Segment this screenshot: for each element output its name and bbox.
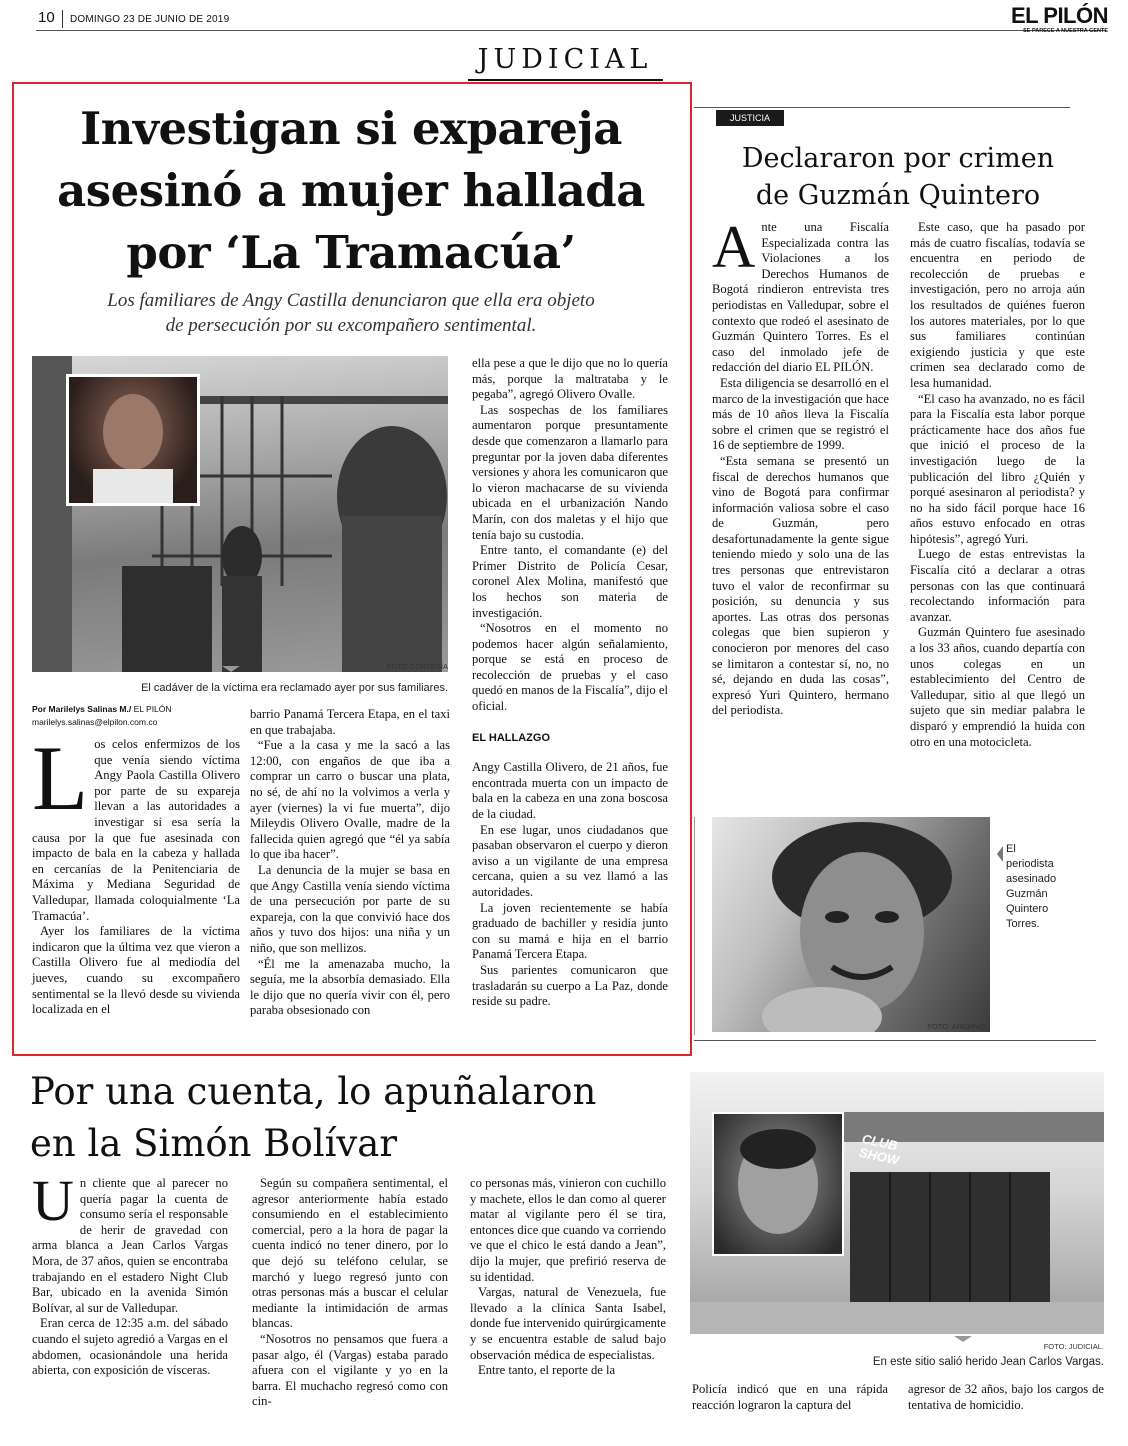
paragraph: Ayer los familiares de la víctima indicaron que la última vez que vieron a Castilla Olivero fue al mediodía del jueves, cuando su excompañero sentimental se la llevó desde su vivienda localizada en el xyxy=(32,924,240,1017)
newspaper-logo: EL PILÓN xyxy=(1010,3,1108,28)
bottom-headline-line: en la Simón Bolívar xyxy=(30,1122,398,1165)
portrait-illustration xyxy=(712,817,990,1032)
paragraph: agresor de 32 años, bajo los cargos de tentativa de homicidio. xyxy=(908,1382,1104,1412)
side-photo-credit: FOTO: ARCHIVO. xyxy=(927,1022,988,1031)
bottom-column-2 xyxy=(252,1176,448,1410)
paragraph: “Esta semana se presentó un fiscal de derechos humanos que vino de Bogotá para confirmar información valiosa sobre el caso de Guzmán, pero desafortunadamente la gente sigue teniendo miedo y solo una de las tres personas que entrevistaron tuvo el valor de reconfirmar su posición, su denuncia y sus aportes. Las otras dos personas colegas que bien supieron y conocieron por menores del caso se limitaron a contestar sí, no, no sé, dejando en duda las cosas”, expresó Yuri Quintero, hermano del periodista. xyxy=(712,453,889,718)
subtitle-line: Los familiares de Angy Castilla denunciaron que ella era objeto xyxy=(107,290,595,311)
main-column-2 xyxy=(250,707,450,1019)
newspaper-slogan: SE PARECE A NUESTRA GENTE xyxy=(1023,28,1108,34)
main-headline-line: por ‘La Tramacúa’ xyxy=(126,226,576,279)
side-top-rule xyxy=(694,107,1070,108)
nightclub-photo xyxy=(690,1072,1104,1334)
paragraph: barrio Panamá Tercera Etapa, en el taxi en que trabajaba. xyxy=(250,707,450,737)
victim-portrait xyxy=(66,374,200,506)
paragraph: Las sospechas de los familiares aumentaron porque presuntamente desde que comenzaron a llamarlo para preguntar por la joven daba diferentes versiones y ahora les comunicaron que lo vieron machacarse de su vivienda ubicada en el urbanización Nando Marín, con dos maletas y el hijo que tenía bajo su custodia. xyxy=(472,402,668,542)
paragraph: Luego de estas entrevistas la Fiscalía citó a declarar a otras personas con las que continuará recolectando información para avanzar. xyxy=(910,547,1085,624)
section-rule xyxy=(468,79,663,81)
byline-email[interactable]: marilelys.salinas@elpilon.com.co xyxy=(32,717,158,727)
paragraph: Esta diligencia se desarrolló en el marco de la investigación que hace más de 10 años lleva la Fiscalía sobre el crimen que se registró el 16 de septiembre de 1999. xyxy=(712,375,889,453)
victim-inset-photo xyxy=(712,1112,844,1256)
main-headline xyxy=(20,98,682,284)
bottom-column-1 xyxy=(32,1168,228,1379)
paragraph: Entre tanto, el reporte de la xyxy=(478,1363,616,1378)
paragraph: ella pese a que le dijo que no lo quería más, porque la maltrataba y le pegaba”, agregó Olivero Ovalle. xyxy=(472,356,668,402)
side-headline-line: Declararon por crimen xyxy=(741,143,1055,174)
paragraph: Entre tanto, el comandante (e) del Primer Distrito de Policía Cesar, coronel Alex Molina, manifestó que los hechos son materia de investigación. xyxy=(472,543,668,620)
paragraph: “Fue a la casa y me la sacó a las 12:00, con engaños de que iba a comprar un carro o buscar una plata, no sé, de ahí no la volvimos a verla y ayer (viernes) la vi fue muerta”, dijo Mileydis Olivero Ovalle, madre de la fallecida quien agregó que “él ya sabía lo que iba hacer”. xyxy=(250,738,450,862)
bottom-column-4 xyxy=(692,1382,888,1413)
byline xyxy=(32,704,172,714)
side-bottom-rule xyxy=(694,1040,1096,1041)
club-sign: CLUB SHOW xyxy=(857,1131,901,1168)
bottom-photo-caption: En este sitio salió herido Jean Carlos Vargas. xyxy=(872,1356,1104,1368)
paragraph: Eran cerca de 12:35 a.m. del sábado cuando el sujeto agredió a Vargas en el abdomen, ocasionándole una herida abierta, con exposición de vísceras. xyxy=(32,1316,228,1378)
header-divider xyxy=(62,10,63,28)
paragraph: Según su compañera sentimental, el agresor anteriormente había estado consumiendo en el establecimiento comercial, pero a la hora de pagar la cuenta indicó no tener dinero, por lo que dejó su teléfono celular, se marchó y luego regresó junto con otras personas más a buscar el celular mediante la intimidación de armas blancas. xyxy=(252,1176,448,1331)
subtitle-line: de persecución por su excompañero sentimental. xyxy=(165,315,537,336)
paragraph: “Nosotros en el momento no podemos hacer algún señalamiento, porque se está en proceso de recolección de pruebas y el caso quedó en manos de la Fiscalía”, dijo el oficial. xyxy=(472,621,668,714)
paragraph: “Él me la amenazaba mucho, la seguía, me la absorbía demasiado. Ella le dijo que no quería vivir con él, pero paraba obsesionado con xyxy=(250,956,450,1018)
main-column-1 xyxy=(32,727,240,1018)
paragraph: En ese lugar, unos ciudadanos que pasaban observaron el cuerpo y dieron aviso a un vigilante de una empresa cercana, quien a su vez llamó a las autoridades. xyxy=(472,822,668,899)
paragraph: nte una Fiscalía Especializada contra las Violaciones a los Derechos Humanos de Bogotá rindieron entrevista tres periodistas en Valledupar, sobre el contexto que rodeó el asesinato de Guzmán Quintero Torres. Es el caso del inmolado jefe de redacción del diario EL PILÓN. xyxy=(712,220,889,375)
paragraph: Este caso, que ha pasado por más de cuatro fiscalías, todavía se encuentra en periodo de recolección de pruebas e investigación, pero no arroja aún los resultados de quiénes fueron los autores materiales, por lo que sus familiares continúan exigiendo justicia y que este crimen sea declarado como de lesa humanidad. xyxy=(910,220,1085,390)
dropcap: L xyxy=(32,727,89,829)
paragraph: Policía indicó que en una rápida reacción lograron la captura del xyxy=(692,1382,888,1412)
main-photo xyxy=(32,356,448,672)
bottom-column-5 xyxy=(908,1382,1104,1413)
side-photo-border xyxy=(694,817,695,1035)
subhead-hallazgo: EL HALLAZGO xyxy=(472,731,551,744)
caption-pointer xyxy=(222,666,240,672)
paragraph: os celos enfermizos de los que venía siendo víctima Angy Paola Castilla Olivero por parte de su expareja llevan a las autoridades a investigar si esa sería la causa por la que fue asesinada con impacto de bala en la cabeza y hallada en cercanías de la Penitenciaria de Máxima y Mediana Seguridad de Valledupar, llamada coloquialmente ‘La Tramacúa’. xyxy=(32,737,240,923)
byline-org: EL PILÓN xyxy=(131,704,172,714)
side-column-1 xyxy=(712,214,889,719)
journalist-photo xyxy=(712,817,990,1032)
side-headline-line: de Guzmán Quintero xyxy=(755,180,1041,211)
main-photo-credit: FOTO CORTESÍA xyxy=(387,662,448,671)
paragraph: co personas más, vinieron con cuchillo y machete, ellos le dan como al querer matar al vigilante pero él se tira, entonces dice que cuando va corriendo ve que el chico le está dando a Jean”, dijo la mujer, que prefirió reserva de su identidad. xyxy=(470,1176,666,1284)
side-headline xyxy=(700,140,1096,214)
paragraph: Vargas, natural de Venezuela, fue llevado a la clínica Santa Isabel, donde fue intervenido quirúrgicamente y se encuentra estable de salud bajo observación médica de especialistas. xyxy=(470,1285,666,1362)
bottom-column-3 xyxy=(470,1176,666,1379)
caption-marker xyxy=(997,846,1003,862)
paragraph: Angy Castilla Olivero, de 21 años, fue encontrada muerta con un impacto de bala en la cabeza en una zona boscosa de la ciudad. xyxy=(472,760,668,822)
main-photo-caption: El cadáver de la víctima era reclamado ayer por sus familiares. xyxy=(141,682,448,694)
bottom-headline xyxy=(30,1066,690,1170)
header-rule xyxy=(36,30,1106,31)
paragraph: La denuncia de la mujer se basa en que Angy Castilla venía siendo víctima de una persecución por parte de su expareja, con la que convivió hace dos años y tuvo dos hijos: una niña y un niño, que son mellizos. xyxy=(250,862,450,955)
paragraph: “Nosotros no pensamos que fuera a pasar algo, él (Vargas) estaba parado afuera con el vigilante y yo en la barra. El muchacho regresó como con cin- xyxy=(252,1331,448,1409)
side-tag: JUSTICIA xyxy=(716,110,784,126)
side-column-2 xyxy=(910,220,1085,750)
section-title: JUDICIAL xyxy=(477,44,653,75)
page-number: 10 xyxy=(38,9,55,26)
main-headline-line: asesinó a mujer hallada xyxy=(57,164,645,217)
paragraph: n cliente que al parecer no quería pagar la cuenta de consumo sería el responsable de herir de gravedad con arma blanca a Jean Carlos Vargas Mora, de 37 años, quien se encontraba trabajando en el estadero Night Club Bar, ubicado en la avenida Simón Bolívar, al sur de Valledupar. xyxy=(32,1176,228,1315)
side-photo-caption: El periodista asesinado Guzmán Quintero Torres. xyxy=(1006,843,1057,930)
dropcap: U xyxy=(32,1168,74,1233)
dropcap: A xyxy=(712,214,756,280)
byline-author: Por Marilelys Salinas M./ xyxy=(32,704,132,714)
bottom-headline-line: Por una cuenta, lo apuñalaron xyxy=(30,1070,597,1113)
main-column-3 xyxy=(472,356,668,1010)
page-date: DOMINGO 23 DE JUNIO DE 2019 xyxy=(70,14,230,25)
paragraph: “El caso ha avanzado, no es fácil para la Fiscalía esta labor porque prácticamente hace dos años fue que inició el proceso de la investigación luego de la publicación del libro ¿Quién y porqué asesinaron al periodista? y no ha sido fácil porque hace 16 años estuvo enfocado en otras hipótesis”, agregó Yuri. xyxy=(910,391,1085,546)
main-subtitle xyxy=(20,288,682,338)
paragraph: Sus parientes comunicaron que trasladarán su cuerpo a La Paz, donde reside su padre. xyxy=(472,962,668,1009)
paragraph: La joven recientemente se había graduado de bachiller y residía junto con su mamá e hija en el barrio Panamá Tercera Etapa. xyxy=(472,900,668,962)
caption-pointer xyxy=(954,1336,972,1342)
paragraph: Guzmán Quintero fue asesinado a los 33 años, cuando departía con unos colegas en un establecimiento del Centro de Valledupar, sitio al que llegó un sujeto que sin mediar palabra le disparó y emprendió la huida con otro en una motocicleta. xyxy=(910,625,1085,749)
main-headline-line: Investigan si expareja xyxy=(80,102,622,155)
bottom-photo-credit: FOTO: JUDICIAL. xyxy=(1043,1342,1104,1351)
